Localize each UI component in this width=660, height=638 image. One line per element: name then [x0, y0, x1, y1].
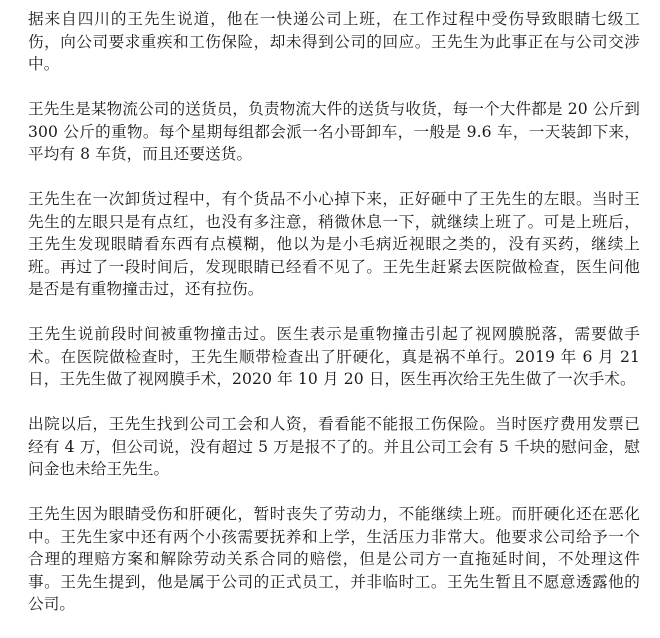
paragraph: 王先生说前段时间被重物撞击过。医生表示是重物撞击引起了视网膜脱落，需要做手术。在医院做检查时，王先生顺带检查出了肝硬化，真是祸不单行。2019 年 6 月 21 日，王先生做了视网膜手术，2020 年 10 月 20 日，医生再次给王先生做了一次手术。 [28, 325, 640, 388]
paragraph: 据来自四川的王先生说道，他在一快递公司上班，在工作过程中受伤导致眼睛七级工伤，向公司要求重疾和工伤保险，却未得到公司的回应。王先生为此事正在与公司交涉中。 [28, 10, 640, 73]
paragraph: 王先生因为眼睛受伤和肝硬化，暂时丧失了劳动力，不能继续上班。而肝硬化还在恶化中。王先生家中还有两个小孩需要抚养和上学，生活压力非常大。他要求公司给予一个合理的理赔方案和解除劳动关系合同的赔偿，但是公司方一直拖延时间，不处理这件事。王先生提到，他是属于公司的正式员工，并非临时工。王先生暂且不愿意透露他的公司。 [28, 505, 640, 613]
paragraph: 王先生是某物流公司的送货员，负责物流大件的送货与收货，每一个大件都是 20 公斤到 300 公斤的重物。每个星期每组都会派一名小哥卸车，一般是 9.6 车，一天装卸下来，平均有 8 车货，而且还要送货。 [28, 100, 640, 163]
paragraph: 出院以后，王先生找到公司工会和人资，看看能不能报工伤保险。当时医疗费用发票已经有 4 万，但公司说，没有超过 5 万是报不了的。并且公司工会有 5 千块的慰问金，慰问金也未给王先生。 [28, 415, 640, 478]
article-body [28, 8, 640, 638]
paragraph: 王先生在一次卸货过程中，有个货品不小心掉下来，正好砸中了王先生的左眼。当时王先生的左眼只是有点红，也没有多注意，稍微休息一下，就继续上班了。可是上班后，王先生发现眼睛看东西有点模糊，他以为是小毛病近视眼之类的，没有买药，继续上班。再过了一段时间后，发现眼睛已经看不见了。王先生赶紧去医院做检查，医生问他是否是有重物撞击过，还有拉伤。 [28, 190, 640, 298]
